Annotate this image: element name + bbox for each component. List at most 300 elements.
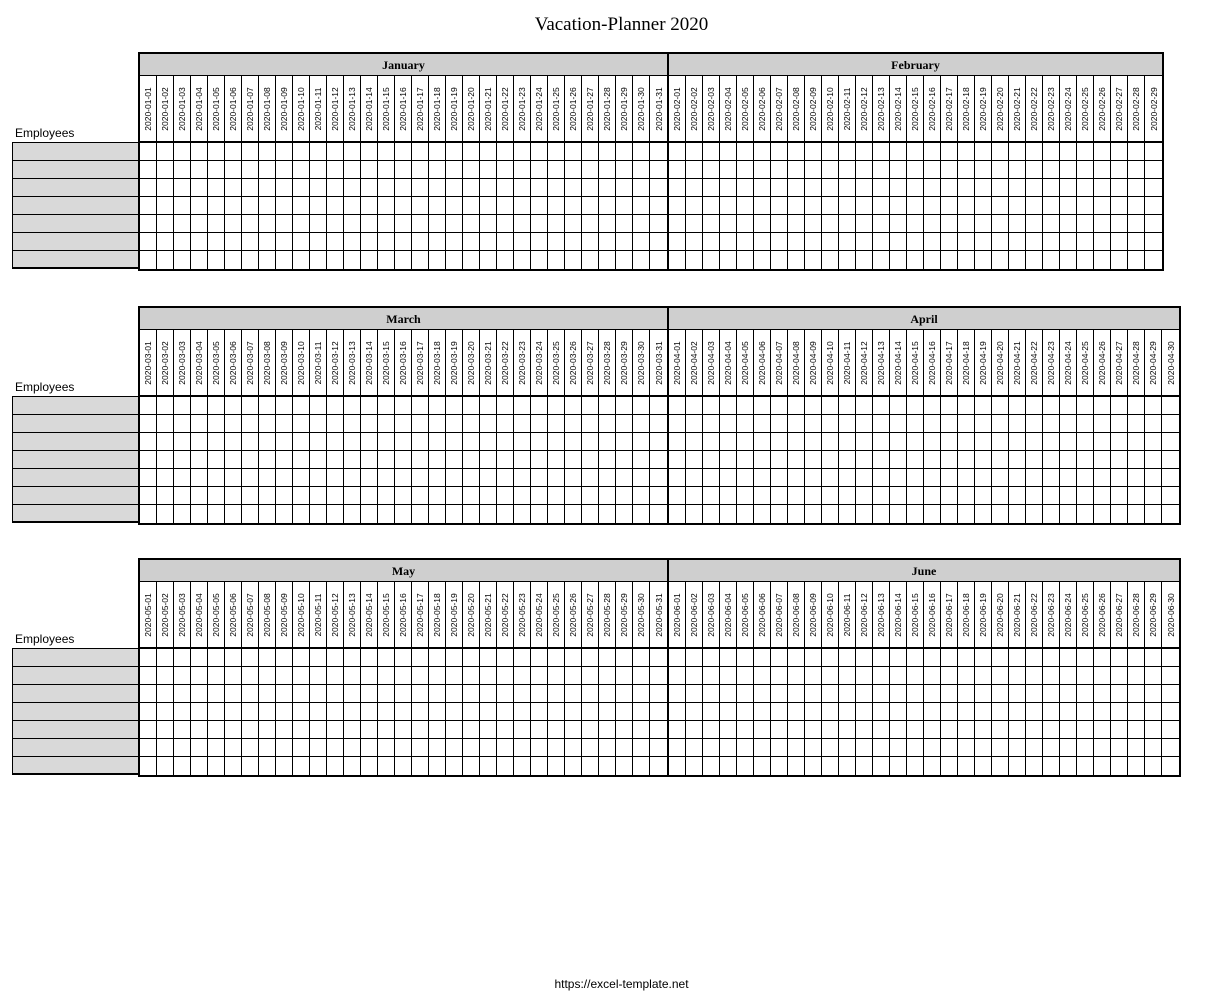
day-cell[interactable] bbox=[771, 757, 788, 775]
day-cell[interactable] bbox=[429, 505, 446, 523]
day-cell[interactable] bbox=[941, 685, 958, 702]
day-cell[interactable] bbox=[548, 451, 565, 468]
day-cell[interactable] bbox=[395, 251, 412, 269]
day-cell[interactable] bbox=[856, 143, 873, 160]
day-cell[interactable] bbox=[771, 487, 788, 504]
day-cell[interactable] bbox=[1009, 197, 1026, 214]
day-cell[interactable] bbox=[1111, 505, 1128, 523]
day-cell[interactable] bbox=[548, 397, 565, 414]
employee-name-cell[interactable] bbox=[13, 415, 139, 433]
day-cell[interactable] bbox=[958, 197, 975, 214]
day-cell[interactable] bbox=[395, 433, 412, 450]
day-cell[interactable] bbox=[463, 179, 480, 196]
day-cell[interactable] bbox=[361, 397, 378, 414]
day-cell[interactable] bbox=[924, 197, 941, 214]
day-cell[interactable] bbox=[140, 739, 157, 756]
day-cell[interactable] bbox=[669, 685, 686, 702]
day-cell[interactable] bbox=[514, 179, 531, 196]
day-cell[interactable] bbox=[737, 143, 754, 160]
day-cell[interactable] bbox=[958, 505, 975, 523]
day-cell[interactable] bbox=[1060, 721, 1077, 738]
day-cell[interactable] bbox=[771, 251, 788, 269]
day-cell[interactable] bbox=[548, 757, 565, 775]
day-cell[interactable] bbox=[1145, 505, 1162, 523]
day-cell[interactable] bbox=[975, 721, 992, 738]
day-cell[interactable] bbox=[958, 721, 975, 738]
day-cell[interactable] bbox=[737, 757, 754, 775]
day-cell[interactable] bbox=[191, 649, 208, 666]
day-cell[interactable] bbox=[463, 487, 480, 504]
day-cell[interactable] bbox=[1077, 233, 1094, 250]
day-cell[interactable] bbox=[1128, 505, 1145, 523]
day-cell[interactable] bbox=[1128, 703, 1145, 720]
day-cell[interactable] bbox=[1111, 649, 1128, 666]
day-cell[interactable] bbox=[822, 215, 839, 232]
day-cell[interactable] bbox=[378, 649, 395, 666]
day-cell[interactable] bbox=[1094, 667, 1111, 684]
day-cell[interactable] bbox=[650, 451, 667, 468]
day-cell[interactable] bbox=[616, 703, 633, 720]
day-cell[interactable] bbox=[975, 433, 992, 450]
day-cell[interactable] bbox=[924, 685, 941, 702]
day-cell[interactable] bbox=[548, 143, 565, 160]
day-cell[interactable] bbox=[1094, 397, 1111, 414]
day-cell[interactable] bbox=[548, 685, 565, 702]
day-cell[interactable] bbox=[310, 757, 327, 775]
day-cell[interactable] bbox=[395, 161, 412, 178]
day-cell[interactable] bbox=[412, 433, 429, 450]
day-cell[interactable] bbox=[429, 757, 446, 775]
day-cell[interactable] bbox=[633, 505, 650, 523]
day-cell[interactable] bbox=[1145, 667, 1162, 684]
day-cell[interactable] bbox=[497, 415, 514, 432]
day-cell[interactable] bbox=[1060, 667, 1077, 684]
day-cell[interactable] bbox=[737, 251, 754, 269]
day-cell[interactable] bbox=[703, 233, 720, 250]
day-cell[interactable] bbox=[599, 197, 616, 214]
employee-name-cell[interactable] bbox=[13, 667, 139, 685]
day-cell[interactable] bbox=[1128, 469, 1145, 486]
day-cell[interactable] bbox=[565, 487, 582, 504]
day-cell[interactable] bbox=[616, 433, 633, 450]
day-cell[interactable] bbox=[754, 215, 771, 232]
day-cell[interactable] bbox=[737, 703, 754, 720]
day-cell[interactable] bbox=[941, 469, 958, 486]
day-cell[interactable] bbox=[446, 487, 463, 504]
day-cell[interactable] bbox=[225, 397, 242, 414]
day-cell[interactable] bbox=[582, 415, 599, 432]
day-cell[interactable] bbox=[1094, 739, 1111, 756]
day-cell[interactable] bbox=[361, 233, 378, 250]
day-cell[interactable] bbox=[327, 703, 344, 720]
day-cell[interactable] bbox=[1162, 415, 1179, 432]
day-cell[interactable] bbox=[703, 469, 720, 486]
day-cell[interactable] bbox=[1009, 739, 1026, 756]
day-cell[interactable] bbox=[463, 415, 480, 432]
day-cell[interactable] bbox=[1043, 685, 1060, 702]
day-cell[interactable] bbox=[531, 143, 548, 160]
day-cell[interactable] bbox=[788, 757, 805, 775]
day-cell[interactable] bbox=[839, 143, 856, 160]
day-cell[interactable] bbox=[771, 179, 788, 196]
day-cell[interactable] bbox=[839, 649, 856, 666]
day-cell[interactable] bbox=[412, 143, 429, 160]
day-cell[interactable] bbox=[225, 649, 242, 666]
day-cell[interactable] bbox=[616, 251, 633, 269]
day-cell[interactable] bbox=[992, 721, 1009, 738]
day-cell[interactable] bbox=[259, 505, 276, 523]
day-cell[interactable] bbox=[174, 469, 191, 486]
day-cell[interactable] bbox=[907, 251, 924, 269]
day-cell[interactable] bbox=[599, 143, 616, 160]
day-cell[interactable] bbox=[924, 667, 941, 684]
day-cell[interactable] bbox=[975, 685, 992, 702]
day-cell[interactable] bbox=[157, 505, 174, 523]
day-cell[interactable] bbox=[480, 649, 497, 666]
day-cell[interactable] bbox=[856, 505, 873, 523]
day-cell[interactable] bbox=[446, 215, 463, 232]
day-cell[interactable] bbox=[446, 667, 463, 684]
day-cell[interactable] bbox=[242, 487, 259, 504]
day-cell[interactable] bbox=[157, 233, 174, 250]
day-cell[interactable] bbox=[839, 433, 856, 450]
day-cell[interactable] bbox=[344, 397, 361, 414]
day-cell[interactable] bbox=[856, 757, 873, 775]
day-cell[interactable] bbox=[548, 197, 565, 214]
day-cell[interactable] bbox=[497, 451, 514, 468]
day-cell[interactable] bbox=[531, 251, 548, 269]
day-cell[interactable] bbox=[805, 251, 822, 269]
day-cell[interactable] bbox=[548, 469, 565, 486]
day-cell[interactable] bbox=[737, 197, 754, 214]
day-cell[interactable] bbox=[1077, 397, 1094, 414]
day-cell[interactable] bbox=[941, 197, 958, 214]
day-cell[interactable] bbox=[1128, 197, 1145, 214]
day-cell[interactable] bbox=[1026, 487, 1043, 504]
day-cell[interactable] bbox=[378, 721, 395, 738]
day-cell[interactable] bbox=[446, 161, 463, 178]
day-cell[interactable] bbox=[310, 433, 327, 450]
day-cell[interactable] bbox=[225, 469, 242, 486]
day-cell[interactable] bbox=[412, 233, 429, 250]
day-cell[interactable] bbox=[924, 721, 941, 738]
day-cell[interactable] bbox=[616, 415, 633, 432]
day-cell[interactable] bbox=[446, 197, 463, 214]
day-cell[interactable] bbox=[924, 179, 941, 196]
day-cell[interactable] bbox=[771, 649, 788, 666]
day-cell[interactable] bbox=[1077, 739, 1094, 756]
day-cell[interactable] bbox=[805, 649, 822, 666]
day-cell[interactable] bbox=[1094, 433, 1111, 450]
day-cell[interactable] bbox=[890, 667, 907, 684]
day-cell[interactable] bbox=[174, 233, 191, 250]
day-cell[interactable] bbox=[412, 469, 429, 486]
day-cell[interactable] bbox=[788, 233, 805, 250]
day-cell[interactable] bbox=[720, 721, 737, 738]
employee-name-cell[interactable] bbox=[13, 451, 139, 469]
day-cell[interactable] bbox=[412, 505, 429, 523]
day-cell[interactable] bbox=[327, 161, 344, 178]
day-cell[interactable] bbox=[1145, 451, 1162, 468]
day-cell[interactable] bbox=[958, 433, 975, 450]
day-cell[interactable] bbox=[361, 143, 378, 160]
day-cell[interactable] bbox=[1026, 685, 1043, 702]
day-cell[interactable] bbox=[907, 667, 924, 684]
day-cell[interactable] bbox=[873, 433, 890, 450]
day-cell[interactable] bbox=[344, 143, 361, 160]
day-cell[interactable] bbox=[174, 703, 191, 720]
day-cell[interactable] bbox=[327, 721, 344, 738]
day-cell[interactable] bbox=[361, 451, 378, 468]
day-cell[interactable] bbox=[1043, 649, 1060, 666]
day-cell[interactable] bbox=[531, 215, 548, 232]
day-cell[interactable] bbox=[686, 703, 703, 720]
day-cell[interactable] bbox=[669, 415, 686, 432]
day-cell[interactable] bbox=[140, 487, 157, 504]
day-cell[interactable] bbox=[822, 415, 839, 432]
day-cell[interactable] bbox=[463, 397, 480, 414]
day-cell[interactable] bbox=[703, 505, 720, 523]
day-cell[interactable] bbox=[514, 487, 531, 504]
day-cell[interactable] bbox=[582, 397, 599, 414]
day-cell[interactable] bbox=[1128, 215, 1145, 232]
day-cell[interactable] bbox=[259, 197, 276, 214]
employee-name-cell[interactable] bbox=[13, 397, 139, 415]
day-cell[interactable] bbox=[191, 703, 208, 720]
day-cell[interactable] bbox=[1026, 251, 1043, 269]
day-cell[interactable] bbox=[890, 505, 907, 523]
day-cell[interactable] bbox=[856, 721, 873, 738]
day-cell[interactable] bbox=[140, 197, 157, 214]
day-cell[interactable] bbox=[616, 233, 633, 250]
day-cell[interactable] bbox=[310, 685, 327, 702]
day-cell[interactable] bbox=[924, 703, 941, 720]
day-cell[interactable] bbox=[788, 415, 805, 432]
day-cell[interactable] bbox=[958, 451, 975, 468]
day-cell[interactable] bbox=[497, 721, 514, 738]
day-cell[interactable] bbox=[395, 233, 412, 250]
day-cell[interactable] bbox=[242, 721, 259, 738]
day-cell[interactable] bbox=[992, 505, 1009, 523]
day-cell[interactable] bbox=[650, 757, 667, 775]
day-cell[interactable] bbox=[822, 143, 839, 160]
day-cell[interactable] bbox=[480, 161, 497, 178]
day-cell[interactable] bbox=[1094, 415, 1111, 432]
day-cell[interactable] bbox=[327, 685, 344, 702]
day-cell[interactable] bbox=[191, 667, 208, 684]
day-cell[interactable] bbox=[873, 415, 890, 432]
day-cell[interactable] bbox=[310, 469, 327, 486]
day-cell[interactable] bbox=[174, 685, 191, 702]
day-cell[interactable] bbox=[924, 233, 941, 250]
day-cell[interactable] bbox=[310, 179, 327, 196]
day-cell[interactable] bbox=[992, 433, 1009, 450]
day-cell[interactable] bbox=[975, 739, 992, 756]
day-cell[interactable] bbox=[1145, 197, 1162, 214]
day-cell[interactable] bbox=[480, 397, 497, 414]
day-cell[interactable] bbox=[514, 757, 531, 775]
day-cell[interactable] bbox=[856, 703, 873, 720]
day-cell[interactable] bbox=[174, 739, 191, 756]
day-cell[interactable] bbox=[754, 703, 771, 720]
day-cell[interactable] bbox=[259, 685, 276, 702]
day-cell[interactable] bbox=[242, 161, 259, 178]
day-cell[interactable] bbox=[140, 433, 157, 450]
day-cell[interactable] bbox=[276, 251, 293, 269]
day-cell[interactable] bbox=[582, 487, 599, 504]
day-cell[interactable] bbox=[822, 451, 839, 468]
day-cell[interactable] bbox=[1162, 667, 1179, 684]
day-cell[interactable] bbox=[327, 251, 344, 269]
day-cell[interactable] bbox=[686, 197, 703, 214]
day-cell[interactable] bbox=[1111, 197, 1128, 214]
day-cell[interactable] bbox=[1026, 397, 1043, 414]
day-cell[interactable] bbox=[822, 739, 839, 756]
day-cell[interactable] bbox=[480, 739, 497, 756]
day-cell[interactable] bbox=[958, 649, 975, 666]
day-cell[interactable] bbox=[686, 433, 703, 450]
day-cell[interactable] bbox=[975, 233, 992, 250]
day-cell[interactable] bbox=[446, 505, 463, 523]
day-cell[interactable] bbox=[480, 721, 497, 738]
day-cell[interactable] bbox=[582, 179, 599, 196]
day-cell[interactable] bbox=[225, 685, 242, 702]
day-cell[interactable] bbox=[890, 703, 907, 720]
day-cell[interactable] bbox=[669, 251, 686, 269]
day-cell[interactable] bbox=[720, 179, 737, 196]
day-cell[interactable] bbox=[1111, 433, 1128, 450]
day-cell[interactable] bbox=[720, 397, 737, 414]
day-cell[interactable] bbox=[1077, 703, 1094, 720]
day-cell[interactable] bbox=[259, 251, 276, 269]
day-cell[interactable] bbox=[839, 397, 856, 414]
day-cell[interactable] bbox=[992, 703, 1009, 720]
day-cell[interactable] bbox=[174, 721, 191, 738]
day-cell[interactable] bbox=[720, 451, 737, 468]
day-cell[interactable] bbox=[686, 415, 703, 432]
day-cell[interactable] bbox=[754, 721, 771, 738]
day-cell[interactable] bbox=[344, 233, 361, 250]
day-cell[interactable] bbox=[992, 649, 1009, 666]
day-cell[interactable] bbox=[805, 197, 822, 214]
day-cell[interactable] bbox=[907, 649, 924, 666]
day-cell[interactable] bbox=[1026, 721, 1043, 738]
day-cell[interactable] bbox=[839, 215, 856, 232]
day-cell[interactable] bbox=[1009, 397, 1026, 414]
day-cell[interactable] bbox=[480, 215, 497, 232]
day-cell[interactable] bbox=[941, 721, 958, 738]
day-cell[interactable] bbox=[412, 251, 429, 269]
day-cell[interactable] bbox=[1060, 505, 1077, 523]
day-cell[interactable] bbox=[958, 179, 975, 196]
day-cell[interactable] bbox=[1060, 179, 1077, 196]
day-cell[interactable] bbox=[669, 197, 686, 214]
day-cell[interactable] bbox=[140, 215, 157, 232]
day-cell[interactable] bbox=[669, 667, 686, 684]
day-cell[interactable] bbox=[293, 757, 310, 775]
day-cell[interactable] bbox=[259, 469, 276, 486]
day-cell[interactable] bbox=[140, 703, 157, 720]
day-cell[interactable] bbox=[907, 505, 924, 523]
day-cell[interactable] bbox=[225, 233, 242, 250]
day-cell[interactable] bbox=[191, 233, 208, 250]
day-cell[interactable] bbox=[686, 215, 703, 232]
day-cell[interactable] bbox=[429, 451, 446, 468]
day-cell[interactable] bbox=[873, 721, 890, 738]
day-cell[interactable] bbox=[582, 667, 599, 684]
day-cell[interactable] bbox=[822, 197, 839, 214]
day-cell[interactable] bbox=[208, 233, 225, 250]
day-cell[interactable] bbox=[225, 197, 242, 214]
day-cell[interactable] bbox=[310, 739, 327, 756]
day-cell[interactable] bbox=[720, 703, 737, 720]
day-cell[interactable] bbox=[1162, 739, 1179, 756]
day-cell[interactable] bbox=[788, 649, 805, 666]
day-cell[interactable] bbox=[395, 703, 412, 720]
day-cell[interactable] bbox=[703, 251, 720, 269]
day-cell[interactable] bbox=[327, 179, 344, 196]
employee-name-cell[interactable] bbox=[13, 469, 139, 487]
day-cell[interactable] bbox=[276, 469, 293, 486]
day-cell[interactable] bbox=[242, 433, 259, 450]
day-cell[interactable] bbox=[754, 233, 771, 250]
day-cell[interactable] bbox=[737, 161, 754, 178]
day-cell[interactable] bbox=[191, 739, 208, 756]
day-cell[interactable] bbox=[924, 487, 941, 504]
day-cell[interactable] bbox=[805, 397, 822, 414]
day-cell[interactable] bbox=[344, 721, 361, 738]
day-cell[interactable] bbox=[395, 649, 412, 666]
day-cell[interactable] bbox=[633, 215, 650, 232]
day-cell[interactable] bbox=[856, 451, 873, 468]
day-cell[interactable] bbox=[616, 197, 633, 214]
day-cell[interactable] bbox=[191, 757, 208, 775]
day-cell[interactable] bbox=[531, 721, 548, 738]
day-cell[interactable] bbox=[890, 433, 907, 450]
day-cell[interactable] bbox=[873, 397, 890, 414]
day-cell[interactable] bbox=[873, 685, 890, 702]
day-cell[interactable] bbox=[703, 161, 720, 178]
day-cell[interactable] bbox=[259, 703, 276, 720]
day-cell[interactable] bbox=[1128, 739, 1145, 756]
day-cell[interactable] bbox=[1145, 469, 1162, 486]
day-cell[interactable] bbox=[327, 451, 344, 468]
day-cell[interactable] bbox=[208, 721, 225, 738]
day-cell[interactable] bbox=[839, 703, 856, 720]
day-cell[interactable] bbox=[890, 179, 907, 196]
day-cell[interactable] bbox=[958, 397, 975, 414]
day-cell[interactable] bbox=[805, 469, 822, 486]
day-cell[interactable] bbox=[480, 487, 497, 504]
day-cell[interactable] bbox=[429, 215, 446, 232]
day-cell[interactable] bbox=[191, 215, 208, 232]
day-cell[interactable] bbox=[140, 469, 157, 486]
day-cell[interactable] bbox=[958, 143, 975, 160]
day-cell[interactable] bbox=[1077, 505, 1094, 523]
day-cell[interactable] bbox=[429, 161, 446, 178]
day-cell[interactable] bbox=[669, 451, 686, 468]
day-cell[interactable] bbox=[1043, 487, 1060, 504]
day-cell[interactable] bbox=[140, 251, 157, 269]
day-cell[interactable] bbox=[754, 667, 771, 684]
day-cell[interactable] bbox=[225, 739, 242, 756]
day-cell[interactable] bbox=[412, 161, 429, 178]
day-cell[interactable] bbox=[873, 469, 890, 486]
day-cell[interactable] bbox=[907, 215, 924, 232]
day-cell[interactable] bbox=[395, 197, 412, 214]
day-cell[interactable] bbox=[1145, 215, 1162, 232]
day-cell[interactable] bbox=[191, 197, 208, 214]
